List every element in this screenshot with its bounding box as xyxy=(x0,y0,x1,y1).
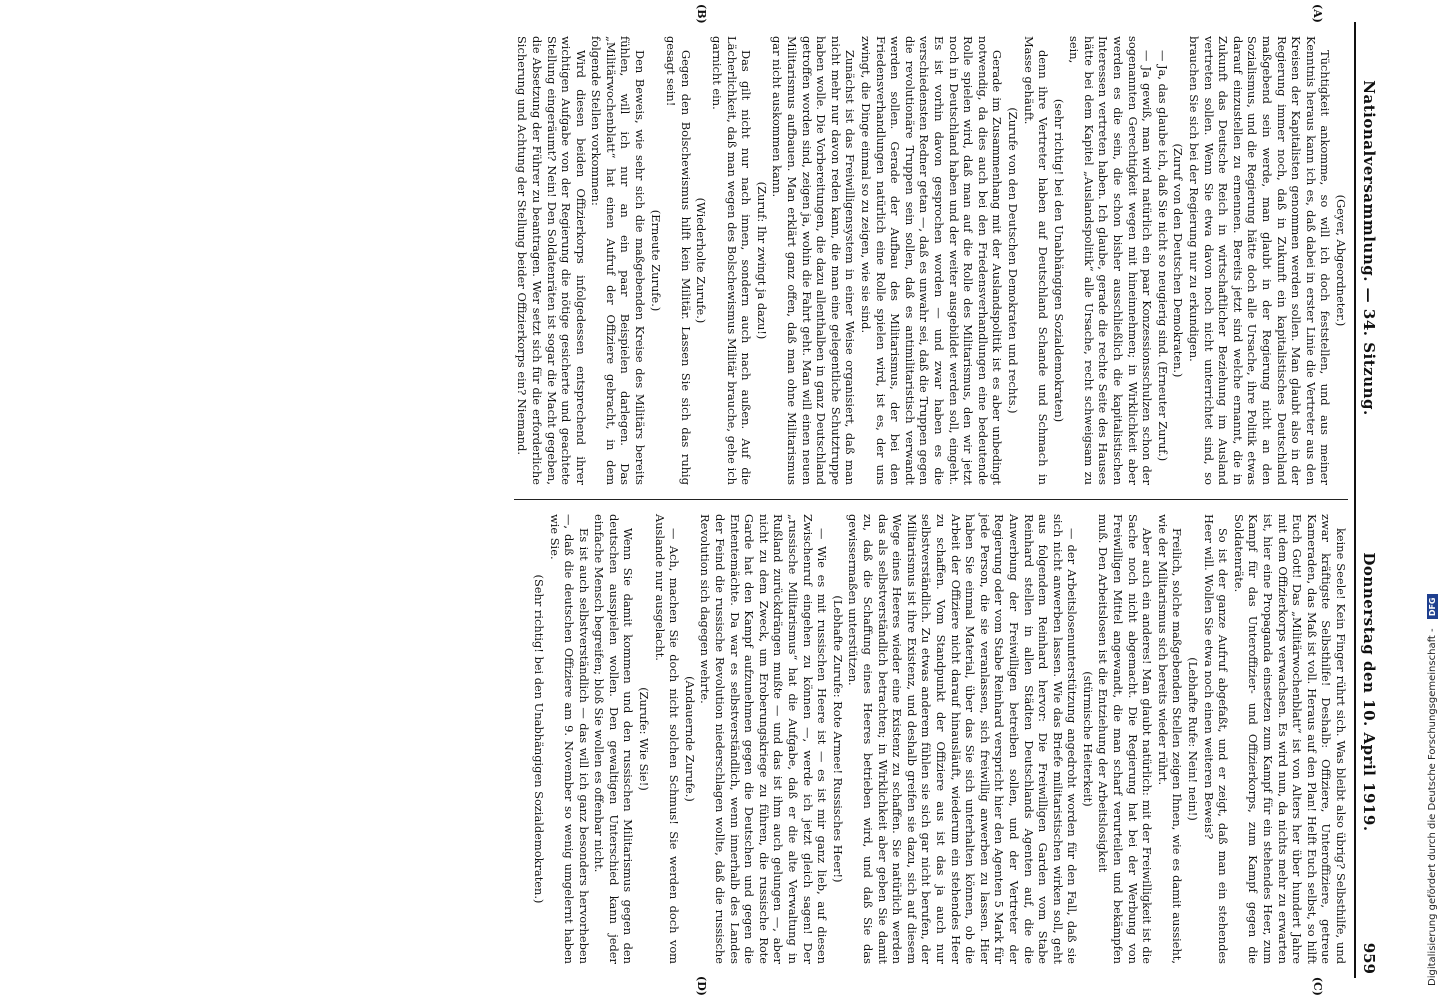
paragraph: — der Arbeitslosenunterstützung angedroht worden für den Fall, daß sie sich nicht anwerben lassen. Wie das Briefe militaristischen wirken soll, geht aus folgendem Reinhard hervor: Die Freiwilligen Garden vom Stabe Reinhard stellen in allen Städten Deutschlands Agenten auf, die die Anwerbung der Freiwilligen betreiben sollen, und der Vertreter der Regierung oder vom Stabe Reinhard verspricht hier den Agenten 5 Mark für jede Person, die sie veranlassen, sich freiwillig anwerben zu lassen. Hier haben Sie einmal Material, über das Sie sich unterhalten können, ob die Arbeit der Offiziere nicht darauf hinausläuft, wiederum ein stehendes Heer zu schaffen. Vom Standpunkt der Offiziere aus ist das ja auch nur selbstverständlich. Zu etwas anderem fühlen sie sich gar nicht berufen, der Militarismus ist ihre Existenz, und deshalb greifen sie dazu, sich auf diesem Wege eines Heeres wieder eine Existenz zu schaffen. Sie natürlich werden das als selbstverständlich betrachten; in Wirklichkeit aber geben Sie damit zu, daß die Schaffung eines Heeres betrieben wird, und daß Sie das gewissermaßen unterstützen. xyxy=(846,514,1080,964)
paragraph: (Andauernde Zurufe.) xyxy=(682,676,697,802)
paragraph: (Geyer, Abgeordneter.) xyxy=(1334,194,1348,327)
paragraph: (Zurufe: Wie Sie!) xyxy=(637,687,652,791)
paragraph: (Zuruf von den Deutschen Demokraten.) xyxy=(1171,143,1186,378)
paragraph: Gegen den Bolschewismus hilft kein Militär. Lassen Sie sich das ruhig gesagt sein! xyxy=(664,36,693,485)
paragraph: (Wiederholte Zurufe.) xyxy=(694,197,709,324)
paragraph: (Lebhafte Rufe: Nein! nein!) xyxy=(1186,657,1201,821)
paragraph: Das gilt nicht nur nach innen, sondern auch nach außen. Auf die Lächerlichkeit, daß man wegen des Bolschewismus Militär brauche, gehe ich garnicht ein. xyxy=(710,36,754,485)
paragraph: — Ja, das glaube ich, daß Sie nicht so neugierig sind. (Erneuter Zuruf.) xyxy=(1155,50,1170,462)
paragraph: So ist der ganze Aufruf abgefaßt, und er zeigt, daß man ein stehendes Heer will. Wollen Sie etwa noch einen weiteren Beweis? xyxy=(1201,514,1231,964)
right-column xyxy=(514,500,1348,996)
paragraph: (stürmische Heiterkeit) xyxy=(1080,671,1095,807)
paragraph: keine Seele! Kein Finger rührt sich. Was bleibt also übrig? Selbsthilfe, und zwar kräftigste Selbsthilfe! Deshalb: Offiziere, Unteroffiziere, getreue Kameraden, das Maß ist voll. Heraus auf den Plan! Helft Euch selbst, so hilft Euch Gott! Das „Militärwochenblatt“ ist von Alters her über hundert Jahre mit dem Offizierkorps verwachsen. Es wird nun, da nichts mehr zu erwarten ist, hier eine Propaganda einsetzen zum Kampf für ein stehendes Heer, zum Kampf für das Unteroffizier- und Offizierkorps, zum Kampf gegen die Soldatenräte. xyxy=(1231,514,1348,964)
paragraph: (Sehr richtig! bei den Unabhängigen Sozialdemokraten.) xyxy=(531,574,546,904)
margin-marker-a: (A) xyxy=(1311,4,1324,23)
paragraph: — Ja gewiß, man wird natürlich ein paar Konzessionsschulzen schon der sogenannten Gerechtigkeit wegen mit hineinnehmen; in Wirklichkeit aber werden es die sein, die schon bisher ausschließlich die kapitalistischen Interessen vertreten haben. Ich glaube, gerade die rechte Seite des Hauses hätte bei dem Kapitel „Auslandspolitik“ alle Ursache, recht schweigsam zu sein, xyxy=(1067,36,1155,485)
digitization-credit: Digitalisierung gefördert durch die Deutsche Forschungsgemeinschaft - xyxy=(1427,628,1438,986)
digitization-sidebar xyxy=(1405,10,1438,1000)
margin-marker-d: (D) xyxy=(695,976,708,996)
paragraph: Aber auch ein anderes! Man glaubt natürlich: mit der Freiwilligkeit ist die Sache noch nicht abgemacht. Die Regierung hat bei der Werbung von Freiwilligen Mittel angewandt, die man scharf verurteilen und bekämpfen muß. Den Arbeitslosen ist die Entziehung der Arbeitslosigkeit xyxy=(1096,514,1155,964)
header-date: Donnerstag den 10. April 1919. xyxy=(1360,552,1378,832)
paragraph: — Ach, machen Sie doch nicht solchen Schmus! Sie werden doch vom Auslande nur ausgelacht. xyxy=(652,514,682,964)
paragraph: Den Beweis, wie sehr sich die maßgebenden Kreise des Militärs bereits fühlen, will ich nur an ein paar Beispielen darlegen. Das „Militärwochenblatt“ hat einen Aufruf der Offiziere gebracht, in dem folgende Stellen vorkommen: xyxy=(589,36,648,485)
page-number: 959 xyxy=(1360,942,1378,974)
paragraph: (sehr richtig! bei den Unabhängigen Sozialdemokraten) xyxy=(1051,98,1066,423)
left-column xyxy=(514,4,1348,500)
header-session-title: Nationalversammlung. — 34. Sitzung. xyxy=(1360,80,1378,416)
paragraph: Gerade im Zusammenhang mit der Auslandspolitik ist es aber unbedingt notwendig, da dies auch bei den Friedensverhandlungen eine bedeutende Rolle spielen wird, daß man auf die Rolle des Militarismus, den wir jetzt noch in Deutschland haben und der weiter ausgebildet werden soll, eingeht. Es ist vorhin davon gesprochen worden — und zwar haben es die verschiedensten Redner getan —, daß es unwahr sei, daß die Truppen gegen die revolutionäre Truppen sein sollen, daß es antimilitaristisch verwandt werden sollen. Gerade der Aufbau des Militarismus, der bei den Friedensverhandlungen natürlich eine Rolle spielen wird, ist es, der uns zwingt, die Dinge einmal so zu zeigen, wie sie sind. xyxy=(859,36,1005,485)
paragraph: Zunächst ist das Freiwilligensystem in einer Weise organisiert, daß man nicht mehr nur davon reden kann, die man eine gelegentliche Schutztruppe haben wolle. Die Vorbereitungen, die dazu allenthalben in ganz Deutschland getroffen worden sind, zeigen ja, wohin die Fahrt geht. Man will einen neuen Militarismus aufbauen. Man erklärt ganz offen, daß man ohne Militarismus gar nicht auskommen kann. xyxy=(770,36,858,485)
paragraph: (Zuruf: Ihr zwingt ja dazu!) xyxy=(754,181,769,340)
paragraph: denn ihre Vertreter haben auf Deutschland Schande und Schmach in Masse gehäuft. xyxy=(1021,36,1051,485)
page-header xyxy=(1354,22,1382,978)
margin-marker-b: (B) xyxy=(695,4,708,24)
paragraph: Tüchtigkeit ankomme, so will ich doch feststellen, und aus meiner Kenntnis heraus kann ich es, daß dabei in erster Linie die Vertreter aus den Kreisen der Kapitalisten genommen werden sollen. Man glaubt also in der Regierung immer noch, daß in Zukunft ein kapitalistisches Deutschland maßgebend sein werde, man glaubt in der Regierung nicht an den Sozialismus, und die Regierung hätte doch alle Ursache, ihre Politik etwas darauf einzustellen zu ernennen. Bereits jetzt sind welche ernannt, die in Zukunft das Deutsche Reich in wirtschaftlicher Beziehung im Ausland vertreten sollen. Wenn Sie etwa davon noch nicht unterrichtet sind, so brauchen Sie sich bei der Regierung nur zu erkundigen. xyxy=(1187,36,1333,485)
paragraph: Wenn Sie damit kommen und den russischen Militarismus gegen den deutschen ausspielen wollen. Den gewaltigen Unterschied kann jeder einfache Mensch begreifen; bloß Sie wollen es offenbar nicht. xyxy=(592,514,636,964)
paragraph: Freilich, solche maßgebenden Stellen zeigen Ihnen, wie es damit aussieht, wie der Militarismus sich bereits wieder rührt. xyxy=(1155,514,1185,964)
digitization-note xyxy=(1427,0,1445,986)
paragraph: (Lebhafte Zurufe: Rote Armee! Russisches Heer!) xyxy=(830,595,845,883)
margin-marker-c: (C) xyxy=(1311,976,1324,996)
dfg-logo: DFG xyxy=(1427,595,1438,620)
paragraph: — Wie es mit russischen Heere ist — es ist mir ganz lieb, auf diesen Zwischenruf eingehen zu können —, werde ich jetzt gleich sagen! Der „russische Militarismus“ hat die Aufgabe, daß er die alte Verwaltung in Rußland zurückdrängen mußte — und das ist ihm auch gelungen —, aber nicht zu dem Zweck, um Eroberungskriege zu führen, die russische Rote Garde hat den Kampf aufzunehmen gegen die Deutschen und gegen die Ententemächte. Da war es selbstverständlich, wenn innerhalb des Landes der Feind die russische Revolution niederschlagen wollte, daß die russische Revolution sich dagegen wehrte. xyxy=(698,514,830,964)
paragraph: (Erneute Zurufe.) xyxy=(648,209,663,312)
text-columns xyxy=(514,4,1348,996)
paragraph: (Zurufe von den Deutschen Demokraten und rechts.) xyxy=(1005,107,1020,414)
paragraph: Es ist auch selbstverständlich — das will ich ganz besonders hervorheben —, daß die deutschen Offiziere am 9. November so wenig umgelernt haben wie Sie. xyxy=(547,514,591,964)
paragraph: Wird diesen beiden Offizierkorps infolgedessen entsprechend ihrer wichtigen Aufgabe von der Regierung die nötige gesicherte und geachtete Stellung eingeräumt? Nein! Den Soldatenräten ist sogar die Macht gegeben, die Absetzung der Führer zu beantragen. Wer setzt sich für die erforderliche Sicherung und Achtung der Stellung beider Offizierkorps ein? Niemand. xyxy=(515,36,588,485)
